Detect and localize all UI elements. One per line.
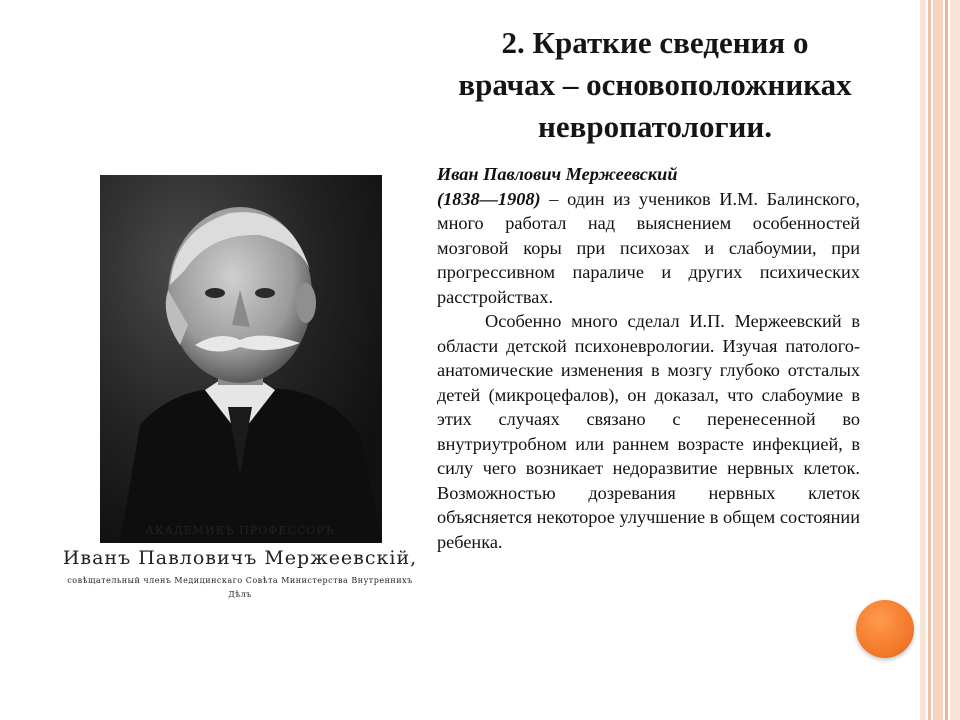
paragraph-2: Особенно много сделал И.П. Мержеевский в области детской психоневрологии. Изучая патолого-анатомические изменения в мозгу глубоко отсталых детей (микроцефалов), он доказал, что слабоумие в этих случаях связано с перенесенной во внутриутробном или раннем возрасте инфекцией, в силу чего возникает недоразвитие нервных клеток. Возможностью дозревания нервных клеток объясняется некоторое улучшение в общем состоянии ребенка. — [437, 311, 860, 552]
portrait-photo — [100, 175, 382, 543]
title-line: врачах – основоположниках — [458, 67, 852, 102]
caption-subtitle: совѣщательный членъ Медицинскаго Совѣта Министерства Внутреннихъ Дѣлъ — [67, 576, 413, 599]
portrait-caption — [60, 522, 420, 602]
slide-title — [400, 22, 910, 148]
body-text — [437, 162, 860, 554]
portrait-illustration — [100, 175, 382, 543]
person-name: Иван Павлович Мержеевский — [437, 164, 678, 184]
title-line: невропатологии. — [537, 109, 772, 144]
orange-circle-decoration — [856, 600, 914, 658]
caption-title: АКАДЕМИКЪ ПРОФЕССОРЪ — [145, 524, 335, 537]
paragraph-1 — [437, 162, 860, 309]
person-years: (1838—1908) — [437, 188, 541, 209]
decorative-stripes — [920, 0, 960, 720]
paragraph-1-text: – один из учеников И.М. Балинского, много работал над выяснением особенностей мозговой коры при психозах и слабоумии, при прогрессивном параличе и других психических расстройствах. — [437, 188, 860, 307]
title-line: 2. Краткие сведения о — [501, 25, 809, 60]
caption-name: Иванъ Павловичъ Мержеевскій, — [62, 547, 418, 569]
